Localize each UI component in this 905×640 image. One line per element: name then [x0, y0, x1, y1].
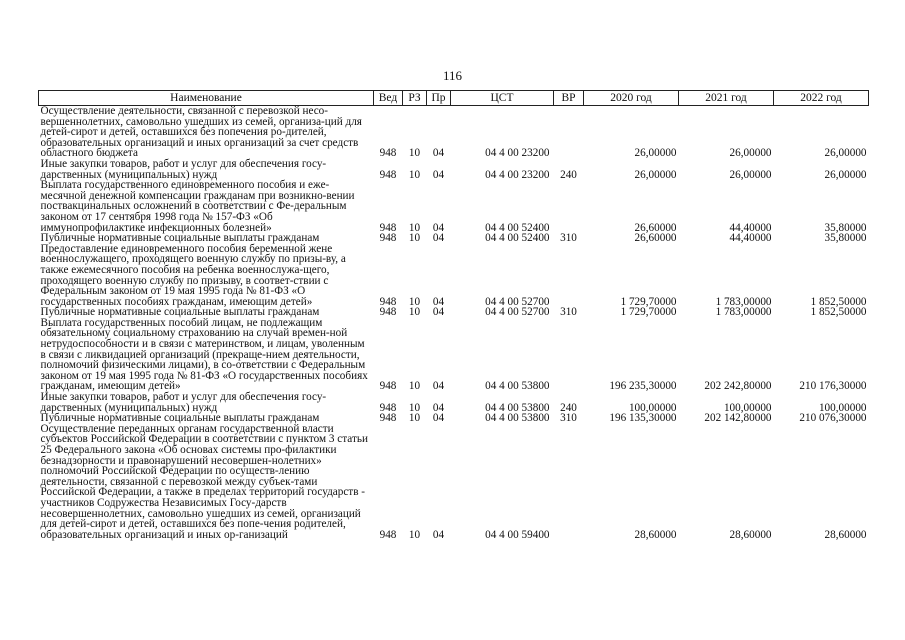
cell-cst: 04 4 00 59400: [485, 528, 550, 541]
table-row: [39, 392, 869, 413]
cell-rz: 10: [408, 147, 421, 160]
cell-y2020: 196 235,30000: [609, 380, 677, 393]
cell-y2021: 202 242,80000: [704, 380, 772, 393]
cell-rz: 10: [408, 221, 421, 234]
cell-ved: 948: [379, 168, 397, 181]
cell-ved: 948: [379, 147, 397, 160]
cell-cst: 04 4 00 23200: [485, 147, 550, 160]
cell-cst: 04 4 00 52400: [485, 232, 550, 245]
cell-y2022: 210 076,30000: [799, 412, 867, 425]
cell-cst: 04 4 00 52700: [485, 295, 550, 308]
header-2021: 2021 год: [679, 91, 774, 106]
cell-rz: 10: [408, 306, 421, 319]
cell-pr: 04: [432, 168, 445, 181]
cell-y2021: 100,00000: [723, 401, 772, 414]
cell-pr: 04: [432, 401, 445, 414]
cell-rz: 10: [408, 528, 421, 541]
cell-vr: [554, 318, 584, 392]
cell-ved: 948: [379, 295, 397, 308]
cell-rz: 10: [408, 232, 421, 245]
cell-vr: 310: [560, 412, 577, 425]
cell-y2022: 28,60000: [824, 528, 867, 541]
cell-y2021: 1 783,00000: [715, 295, 772, 308]
cell-name: Осуществление переданных органам государственной власти субъектов Российской Федерации в соответствии с пунктом 3 статьи 25 Федерального закона «Об основах системы про-филактики безнадзорности и правонарушений несовершен-нолетних» полномочий Российской Федерации по осуществ-лению деятельности, связанной с перевозкой между субъек-тами Российской Федерации, а также в пределах территорий государств - участников Содружества Независимых Госу-дарств несовершеннолетних, самовольно ушедших из семей, организаций для детей-сирот и детей, оставшихся без попе-чения родителей, образовательных организаций и иных ор-ганизаций: [40, 422, 368, 541]
cell-y2021: 44,40000: [729, 232, 772, 245]
cell-name: Иные закупки товаров, работ и услуг для обеспечения госу-дарственных (муниципальных) нужд: [40, 157, 327, 181]
cell-y2022: 100,00000: [818, 401, 867, 414]
cell-y2020: 28,60000: [634, 528, 677, 541]
cell-y2021: 28,60000: [729, 528, 772, 541]
cell-vr: 310: [560, 232, 577, 245]
cell-rz: 10: [408, 401, 421, 414]
cell-y2022: 35,80000: [824, 221, 867, 234]
cell-name: Выплата государственного единовременного пособия и еже-месячной денежной компенсации гражданам при возникно-вении поствакцинальных осложнений в соответствии с Фе-деральным законом от 17 сентября 1998 года № 157-ФЗ «Об иммунопрофилактике инфекционных болезней»: [40, 179, 355, 234]
table-row: [39, 318, 869, 392]
cell-vr: [554, 106, 584, 159]
table-row: [39, 424, 869, 541]
cell-name: Осуществление деятельности, связанной с перевозкой несо-вершеннолетних, самовольно ушедших из семей, организа-ций для детей-сирот и детей, оставшихся без попечения ро-дителей, образовательных организаций и иных организаций за счет средств областного бюджета: [40, 105, 362, 160]
header-rz: РЗ: [403, 91, 427, 106]
cell-cst: 04 4 00 53800: [485, 380, 550, 393]
cell-y2020: 26,00000: [634, 147, 677, 160]
cell-ved: 948: [379, 412, 397, 425]
cell-name: Предоставление единовременного пособия беременной жене военнослужащего, проходящего военную службу по призы-ву, а также ежемесячного пособия на ребенка военнослужа-щего, проходящего военную службу по призыву, в соответ-ствии с Федеральным законом от 19 мая 1995 года № 81-ФЗ «О государственных пособиях гражданам, имеющим детей»: [40, 242, 346, 308]
header-cst: ЦСТ: [451, 91, 554, 106]
table-row: [39, 106, 869, 159]
cell-pr: 04: [432, 232, 445, 245]
table-row: [39, 159, 869, 180]
cell-y2020: 1 729,70000: [620, 306, 677, 319]
cell-y2020: 196 135,30000: [609, 412, 677, 425]
cell-name: Выплата государственных пособий лицам, не подлежащим обязательному социальному страхованию на случай времен-ной нетрудоспособности и в связи с материнством, и лицам, уволенным в связи с ликвидацией организаций (прекраще-нием деятельности, полномочий физическими лицами), в со-ответствии с Федеральным законом от 19 мая 1995 года № 81-ФЗ «О государственных пособиях гражданам, имеющим детей»: [40, 316, 368, 393]
cell-y2020: 26,60000: [634, 232, 677, 245]
cell-rz: 10: [408, 295, 421, 308]
cell-y2020: 26,60000: [634, 221, 677, 234]
cell-y2021: 1 783,00000: [715, 306, 772, 319]
cell-y2021: 26,00000: [729, 168, 772, 181]
cell-y2022: 26,00000: [824, 168, 867, 181]
cell-y2022: 35,80000: [824, 232, 867, 245]
cell-pr: 04: [432, 306, 445, 319]
cell-vr: [554, 180, 584, 233]
cell-ved: 948: [379, 528, 397, 541]
cell-cst: 04 4 00 52700: [485, 306, 550, 319]
header-ved: Вед: [374, 91, 403, 106]
cell-vr: 310: [560, 306, 577, 319]
cell-cst: 04 4 00 52400: [485, 221, 550, 234]
cell-y2021: 26,00000: [729, 147, 772, 160]
header-pr: Пр: [427, 91, 451, 106]
cell-ved: 948: [379, 401, 397, 414]
cell-y2022: 26,00000: [824, 147, 867, 160]
cell-pr: 04: [432, 295, 445, 308]
cell-ved: 948: [379, 221, 397, 234]
header-name: Наименование: [39, 91, 374, 106]
table-header-row: [39, 91, 869, 106]
cell-cst: 04 4 00 53800: [485, 401, 550, 414]
cell-ved: 948: [379, 232, 397, 245]
cell-name: Публичные нормативные социальные выплаты гражданам: [40, 412, 320, 425]
cell-y2020: 26,00000: [634, 168, 677, 181]
cell-y2020: 100,00000: [628, 401, 677, 414]
cell-y2021: 44,40000: [729, 221, 772, 234]
cell-vr: 240: [560, 168, 577, 181]
cell-y2020: 1 729,70000: [620, 295, 677, 308]
cell-vr: [554, 424, 584, 541]
header-vr: ВР: [554, 91, 584, 106]
cell-name: Публичные нормативные социальные выплаты гражданам: [40, 232, 320, 245]
header-2020: 2020 год: [584, 91, 679, 106]
cell-vr: 240: [560, 401, 577, 414]
table-row: [39, 244, 869, 308]
cell-ved: 948: [379, 380, 397, 393]
cell-cst: 04 4 00 53800: [485, 412, 550, 425]
cell-rz: 10: [408, 380, 421, 393]
table-row: [39, 180, 869, 233]
cell-vr: [554, 244, 584, 308]
cell-y2021: 202 142,80000: [704, 412, 772, 425]
cell-pr: 04: [432, 221, 445, 234]
cell-pr: 04: [432, 380, 445, 393]
cell-ved: 948: [379, 306, 397, 319]
cell-y2022: 210 176,30000: [799, 380, 867, 393]
cell-rz: 10: [408, 168, 421, 181]
cell-cst: 04 4 00 23200: [485, 168, 550, 181]
page-number: 116: [442, 68, 463, 83]
cell-pr: 04: [432, 528, 445, 541]
cell-name: Иные закупки товаров, работ и услуг для обеспечения госу-дарственных (муниципальных) нужд: [40, 391, 327, 414]
header-2022: 2022 год: [774, 91, 869, 106]
cell-y2022: 1 852,50000: [810, 295, 867, 308]
budget-table: [38, 90, 869, 540]
cell-y2022: 1 852,50000: [810, 306, 867, 319]
cell-rz: 10: [408, 412, 421, 425]
cell-name: Публичные нормативные социальные выплаты гражданам: [40, 306, 320, 319]
cell-pr: 04: [432, 147, 445, 160]
cell-pr: 04: [432, 412, 445, 425]
